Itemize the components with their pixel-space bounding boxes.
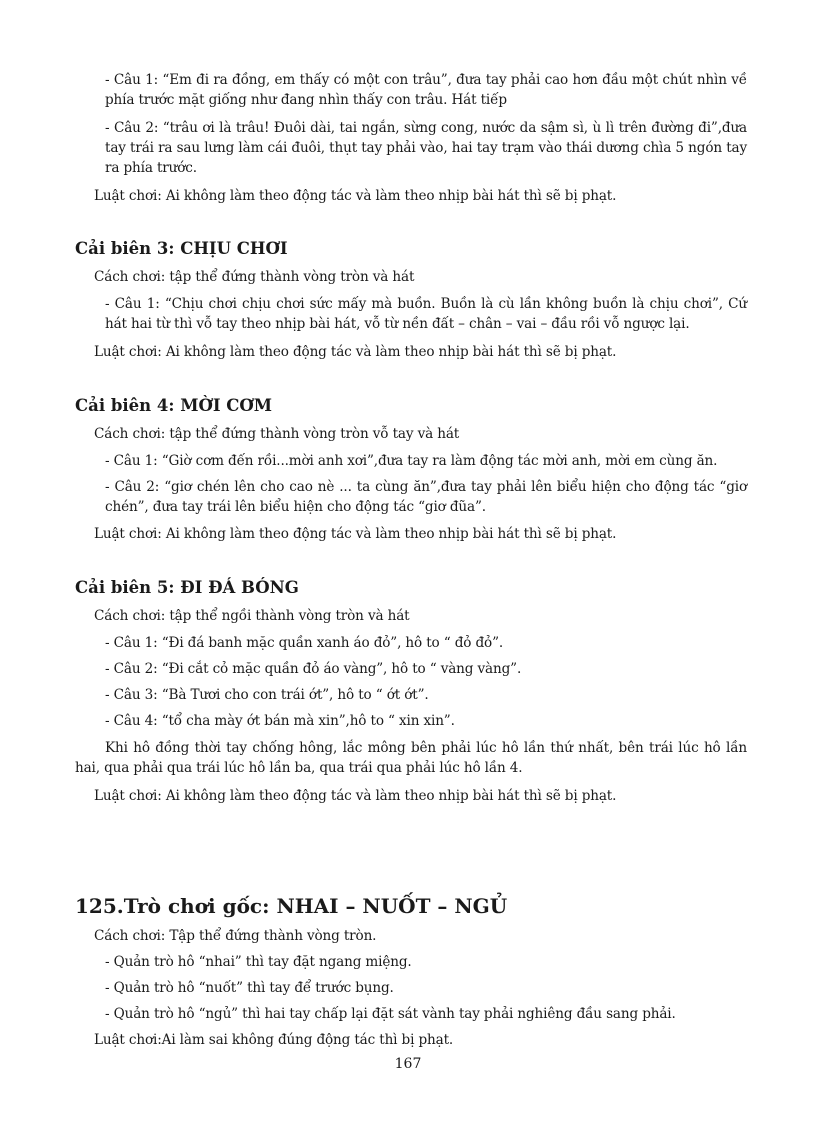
cb5-cau-2: - Câu 2: “Đi cắt cỏ mặc quần đỏ áo vàng”, hô to “ vàng vàng”.: [105, 661, 522, 677]
cb5-cau-4: - Câu 4: “tổ cha mày ớt bán mà xin”,hô to “ xin xin”.: [105, 713, 455, 729]
cb5-cau-1: - Câu 1: “Đi đá banh mặc quần xanh áo đỏ”, hô to “ đỏ đỏ”.: [105, 635, 504, 651]
cb5-rule: Luật chơi: Ai không làm theo động tác và làm theo nhịp bài hát thì sẽ bị phạt.: [94, 788, 617, 804]
g125-bullet-2: - Quản trò hô “nuốt” thì tay để trước bụng.: [105, 980, 394, 996]
cb4-how-to-play: Cách chơi: tập thể đứng thành vòng tròn vỗ tay và hát: [94, 426, 460, 442]
g125-how-to-play: Cách chơi: Tập thể đứng thành vòng tròn.: [94, 928, 377, 944]
cb4-cau-2: - Câu 2: “giơ chén lên cho cao nè ... ta cùng ăn”,đưa tay phải lên biểu hiện cho động tác “giơ chén”, đưa tay trái lên biểu hiện cho động tác “giơ đũa”.: [105, 479, 747, 515]
heading-game-125: 125.Trò chơi gốc: NHAI – NUỐT – NGỦ: [75, 894, 508, 918]
cb3-cau-1: - Câu 1: “Chịu chơi chịu chơi sức mấy mà buồn. Buồn là cù lần không buồn là chịu chơi”, Cứ hát hai từ thì vỗ tay theo nhịp bài hát, vỗ từ nền đất – chân – vai – đầu rồi vỗ ngược lại.: [105, 296, 747, 332]
g125-bullet-3: - Quản trò hô “ngủ” thì hai tay chấp lại đặt sát vành tay phải nghiêng đầu sang phải.: [105, 1006, 676, 1022]
g125-rule: Luật chơi:Ai làm sai không đúng động tác thì bị phạt.: [94, 1032, 454, 1048]
heading-cai-bien-3: Cải biên 3: CHỊU CHƠI: [75, 239, 288, 258]
heading-cai-bien-5: Cải biên 5: ĐI ĐÁ BÓNG: [75, 578, 299, 597]
cb3-how-to-play: Cách chơi: tập thể đứng thành vòng tròn và hát: [94, 269, 415, 285]
cb4-cau-1: - Câu 1: “Giờ cơm đến rồi...mời anh xơi”,đưa tay ra làm động tác mời anh, mời em cùng ăn.: [105, 453, 718, 469]
cb5-note: Khi hô đồng thời tay chống hông, lắc mông bên phải lúc hô lần thứ nhất, bên trái lúc hô lần hai, qua phải qua trái lúc hô lần ba, qua trái qua phải lúc hô lần 4.: [75, 740, 747, 776]
section-a-cau-1: - Câu 1: “Em đi ra đồng, em thấy có một con trâu”, đưa tay phải cao hơn đầu một chút nhìn về phía trước mặt giống như đang nhìn thấy con trâu. Hát tiếp: [105, 72, 747, 108]
cb3-rule: Luật chơi: Ai không làm theo động tác và làm theo nhịp bài hát thì sẽ bị phạt.: [94, 344, 617, 360]
cb5-cau-3: - Câu 3: “Bà Tươi cho con trái ớt”, hô to “ ớt ớt”.: [105, 687, 429, 703]
heading-cai-bien-4: Cải biên 4: MỜI CƠM: [75, 396, 273, 415]
section-a-rule: Luật chơi: Ai không làm theo động tác và làm theo nhịp bài hát thì sẽ bị phạt.: [94, 188, 617, 204]
g125-bullet-1: - Quản trò hô “nhai” thì tay đặt ngang miệng.: [105, 954, 412, 970]
cb4-rule: Luật chơi: Ai không làm theo động tác và làm theo nhịp bài hát thì sẽ bị phạt.: [94, 526, 617, 542]
section-a-cau-2: - Câu 2: “trâu ơi là trâu! Đuôi dài, tai ngắn, sừng cong, nước da sậm sì, ù lì trên đường đi”,đưa tay trái ra sau lưng làm cái đuôi, thụt tay phải vào, hai tay trạm vào thái dương chìa 5 ngón tay ra phía trước.: [105, 120, 747, 176]
page-number: 167: [394, 1056, 422, 1072]
cb5-how-to-play: Cách chơi: tập thể ngồi thành vòng tròn và hát: [94, 608, 410, 624]
